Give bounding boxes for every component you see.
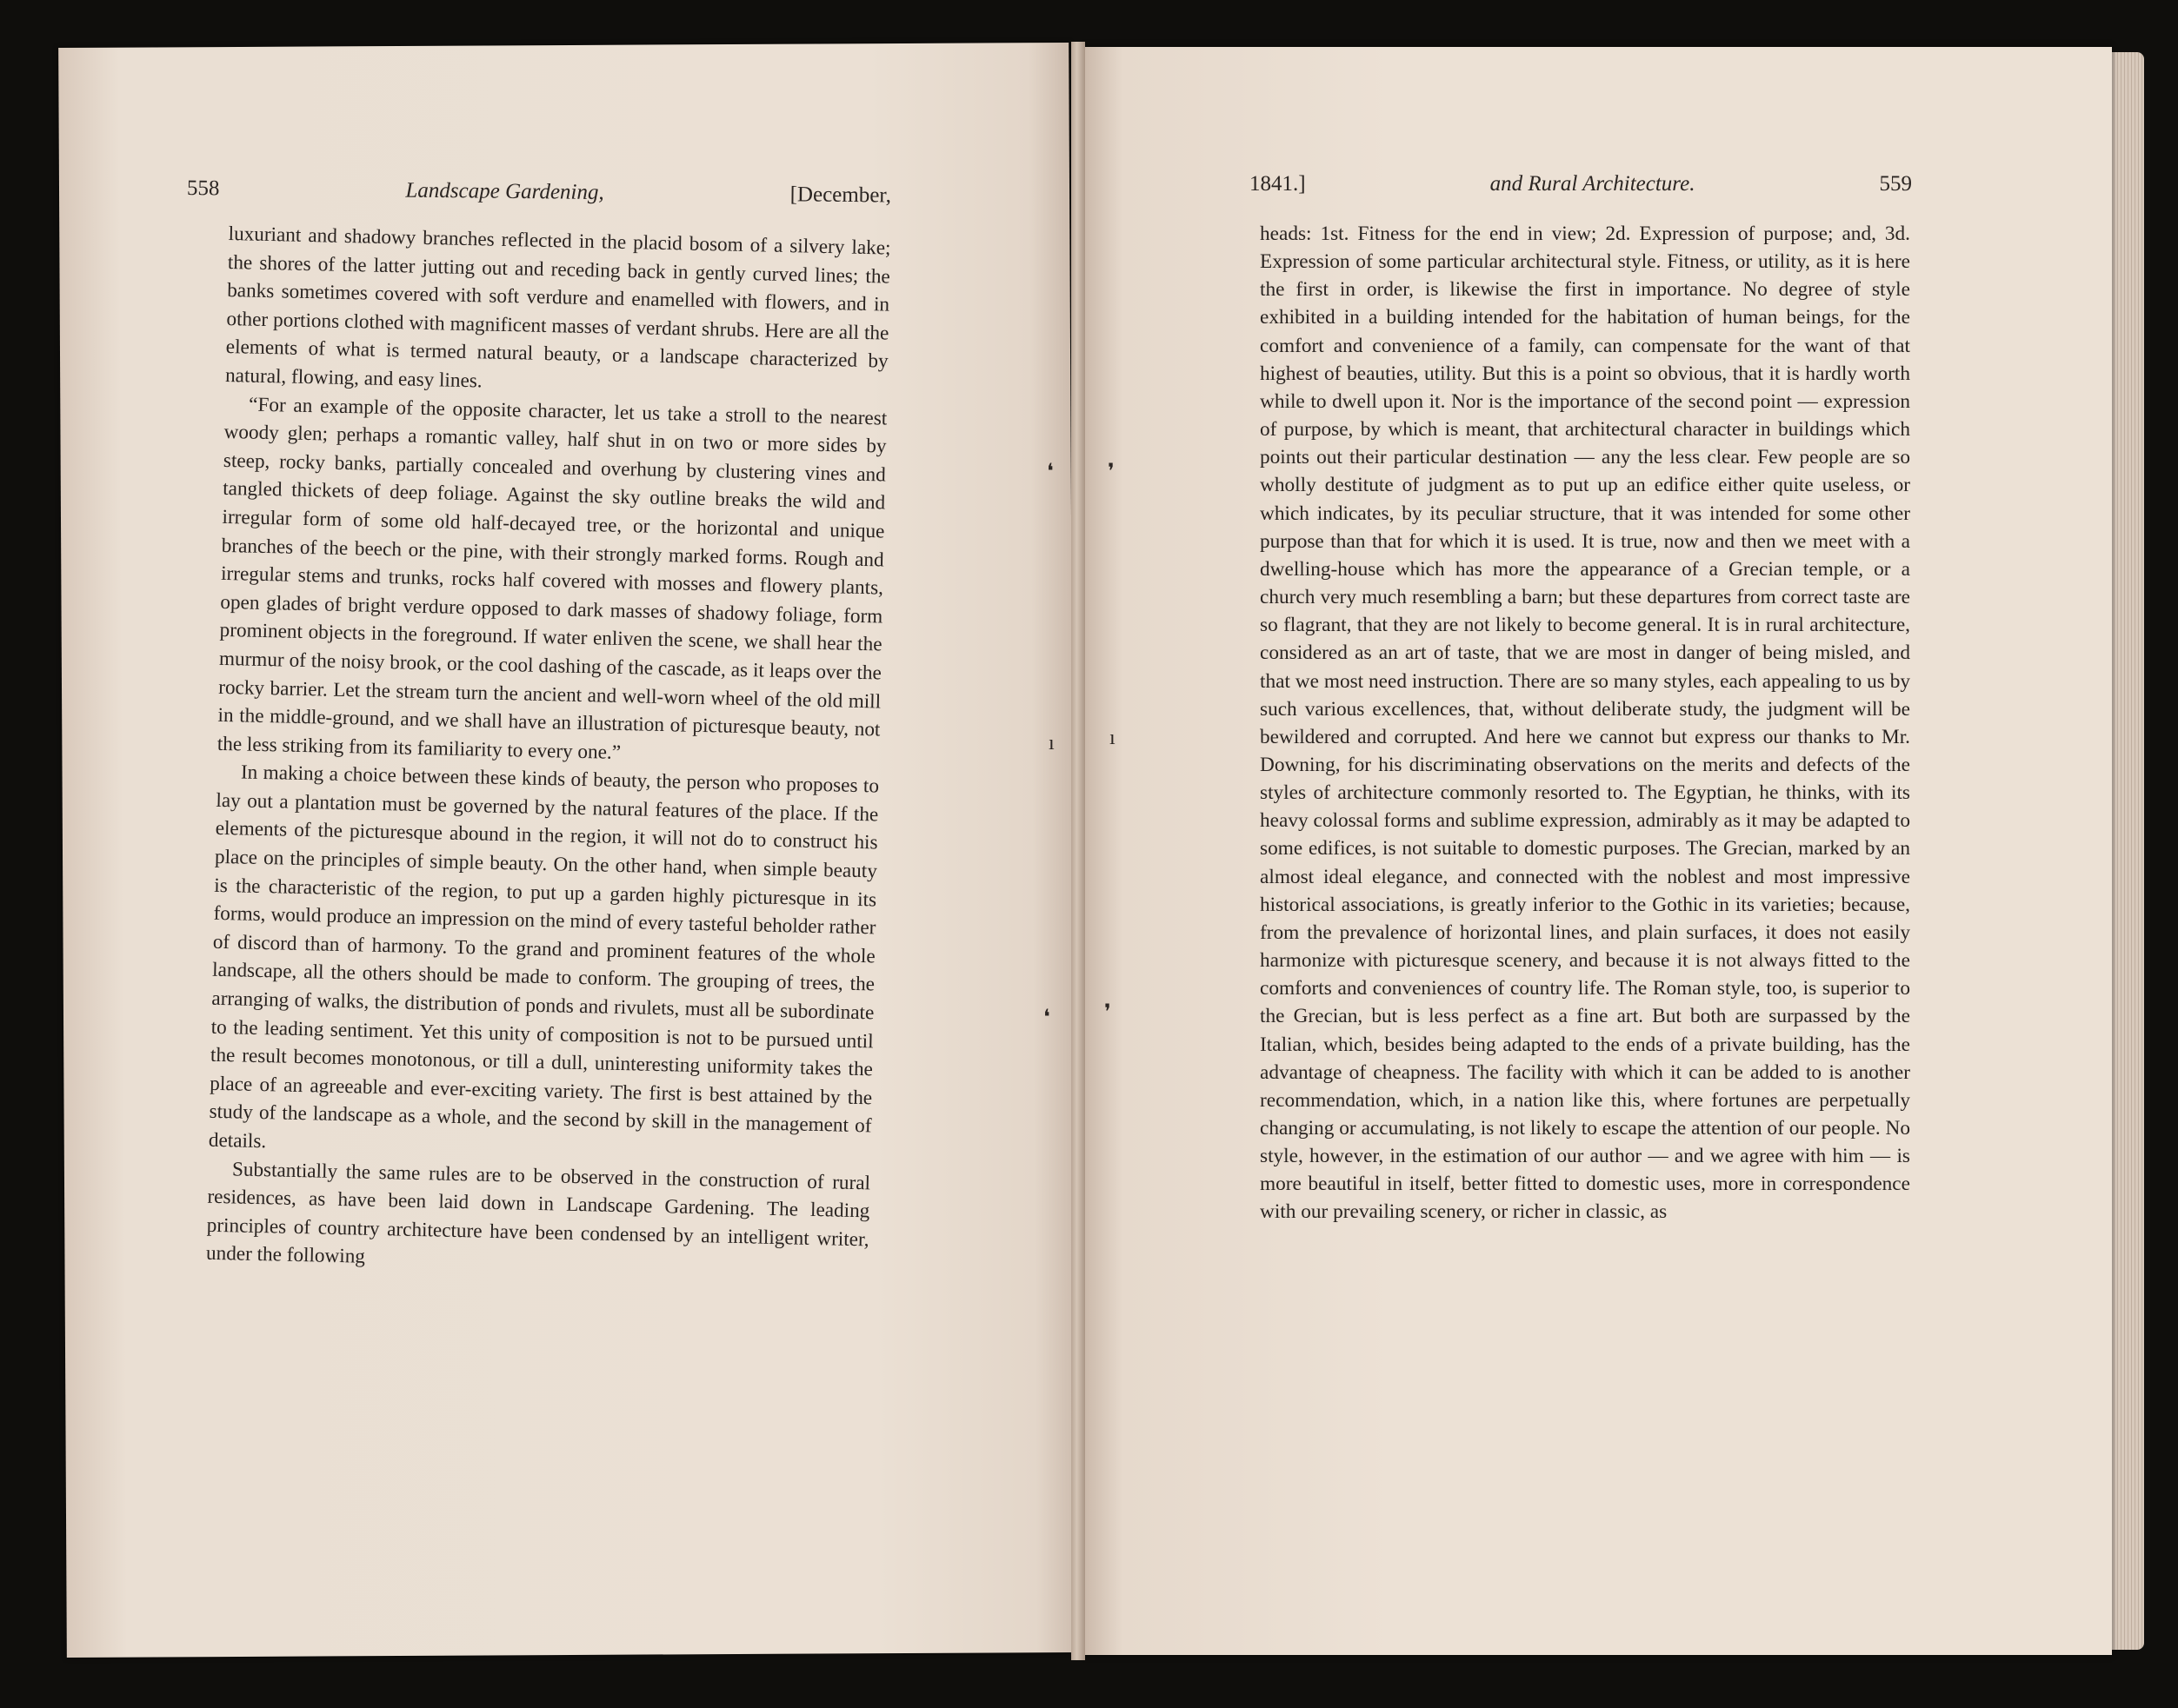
stitch-mark: ❜ bbox=[1108, 461, 1115, 483]
page-number: 559 bbox=[1879, 172, 1912, 196]
running-date: 1841.] bbox=[1249, 172, 1306, 196]
book-spine bbox=[1071, 42, 1085, 1660]
paragraph: In making a choice between these kinds of beauty, the person who proposes to lay out a plantation must be governed by the natural features of the place. If the elements of the picturesque abound in the region, it will not do to construct his place on the principles of simple beauty. On the other hand, when simple beauty is the characteristic of the region, to put up a garden highly picturesque in its forms, would produce an impression on the mind of every tasteful beholder rather of discord than of harmony. To the grand and prominent features of the whole landscape, all the others should be made to conform. The grouping of trees, the arranging of walks, the distribution of ponds and rivulets, must all be subordinate to the leading sentiment. Yet this unity of composition is not to be pursued until the result becomes monotonous, or till a dull, uninteresting uniformity takes the place of an agreeable and ever-exciting variety. The first is best attained by the study of the landscape as a whole, and the second by skill in the management of details. bbox=[208, 761, 880, 1153]
running-title: and Rural Architecture. bbox=[1489, 172, 1695, 196]
stitch-mark: ı bbox=[1109, 727, 1116, 749]
running-title: Landscape Gardening, bbox=[405, 178, 604, 205]
stitch-mark: ❛ bbox=[1047, 461, 1054, 483]
stitch-mark: ❜ bbox=[1104, 1001, 1111, 1024]
paragraph: “For an example of the opposite character, let us take a stroll to the nearest woody glen; perhaps a romantic valley, half shut in on two or more sides by steep, rocky banks, partially concealed and overhung by clustering vines and tangled thickets of deep foliage. Against the sky outline breaks the wild and irregular form of some old half-decayed tree, or the horizontal and unique branches of the beech or the pine, with their strongly marked forms. Rough and irregular stems and trunks, rocks half covered with mosses and flowery plants, open glades of bright verdure opposed to dark masses of shadowy foliage, form prominent objects in the foreground. If water enliven the scene, we shall hear the murmur of the noisy brook, or the cool dashing of the cascade, as it leaps over the rocky barrier. Let the stream turn the ancient and well-worn wheel of the old mill in the middle-ground, and we shall have an illustration of picturesque beauty, not the less striking from its familiarity to every one.” bbox=[216, 393, 888, 764]
stitch-mark: ı bbox=[1049, 732, 1055, 754]
right-body-text bbox=[1260, 220, 1910, 1226]
paragraph: luxuriant and shadowy branches reflected in the placid bosom of a silvery lake; the shores of the latter jutting out and receding back in gently curved lines; the banks sometimes covered with soft verdure and enamelled with flowers, and in other portions clothed with magnificent masses of verdant shrubs. Here are all the elements of what is termed natural beauty, or a landscape characterized by natural, flowing, and easy lines. bbox=[224, 222, 891, 393]
stitch-mark: ❛ bbox=[1043, 1007, 1050, 1029]
paragraph: Substantially the same rules are to be observed in the construction of rural residences, as have been laid down in Landscape Gardening. The leading principles of country architecture have been condensed by an intelligent writer, under the following bbox=[205, 1157, 871, 1269]
running-date: [December, bbox=[789, 183, 892, 208]
right-running-head bbox=[1249, 172, 1912, 196]
left-body-text bbox=[206, 220, 891, 1282]
page-number: 558 bbox=[186, 176, 220, 201]
paragraph: heads: 1st. Fitness for the end in view; 2d. Expression of purpose; and, 3d. Expression of some particular architectural style. Fitness, or utility, as it is here the first in order, is likewise the first in importance. No degree of style exhibited in a building intended for the habitation of human beings, for the comfort and convenience of a family, can compensate for the want of that highest of beauties, utility. But this is a point so obvious, that it is hardly worth while to dwell upon it. Nor is the importance of the second point — expression of purpose, by which is meant, that architectural character in buildings which points out their particular destination — any the less clear. Few people are so wholly destitute of judgment as to put up an edifice either quite useless, or which indicates, by its peculiar structure, that it was intended for some other purpose than that for which it is used. It is true, now and then we meet with a dwelling-house which has more the appearance of a Grecian temple, or a church very much resembling a barn; but these departures from correct taste are so flagrant, that they are not likely to become general. It is in rural architecture, considered as an art of taste, that we are most in danger of being misled, and that we most need instruction. There are so many styles, each appealing to us by such various excellences, that, without deliberate study, the judgment will be bewildered and corrupted. And here we cannot but express our thanks to Mr. Downing, for his discriminating observations on the merits and defects of the styles of architecture commonly resorted to. The Egyptian, he thinks, with its heavy colossal forms and sublime expression, admirably as it may be adapted to some edifices, is not suitable to domestic purposes. The Grecian, marked by an almost ideal elegance, and connected with the noblest and most impressive historical associations, is greatly inferior to the Gothic in its varieties; because, from the prevalence of horizontal lines, and plain surfaces, it does not easily harmonize with picturesque scenery, and because it is not always fitted to the comforts and conveniences of country life. The Roman style, too, is superior to the Grecian, but is less perfect as a fine art. But both are surpassed by the Italian, which, besides being adapted to the ends of a private building, has the advantage of cheapness. The facility with which it can be added to is another recommendation, which, in a nation like this, where fortunes are perpetually changing or accumulating, is not likely to escape the attention of our people. No style, however, in the estimation of our author — and we agree with him — is more beautiful in itself, better fitted to domestic uses, more in correspondence with our prevailing scenery, or richer in classic, as bbox=[1260, 223, 1910, 1224]
